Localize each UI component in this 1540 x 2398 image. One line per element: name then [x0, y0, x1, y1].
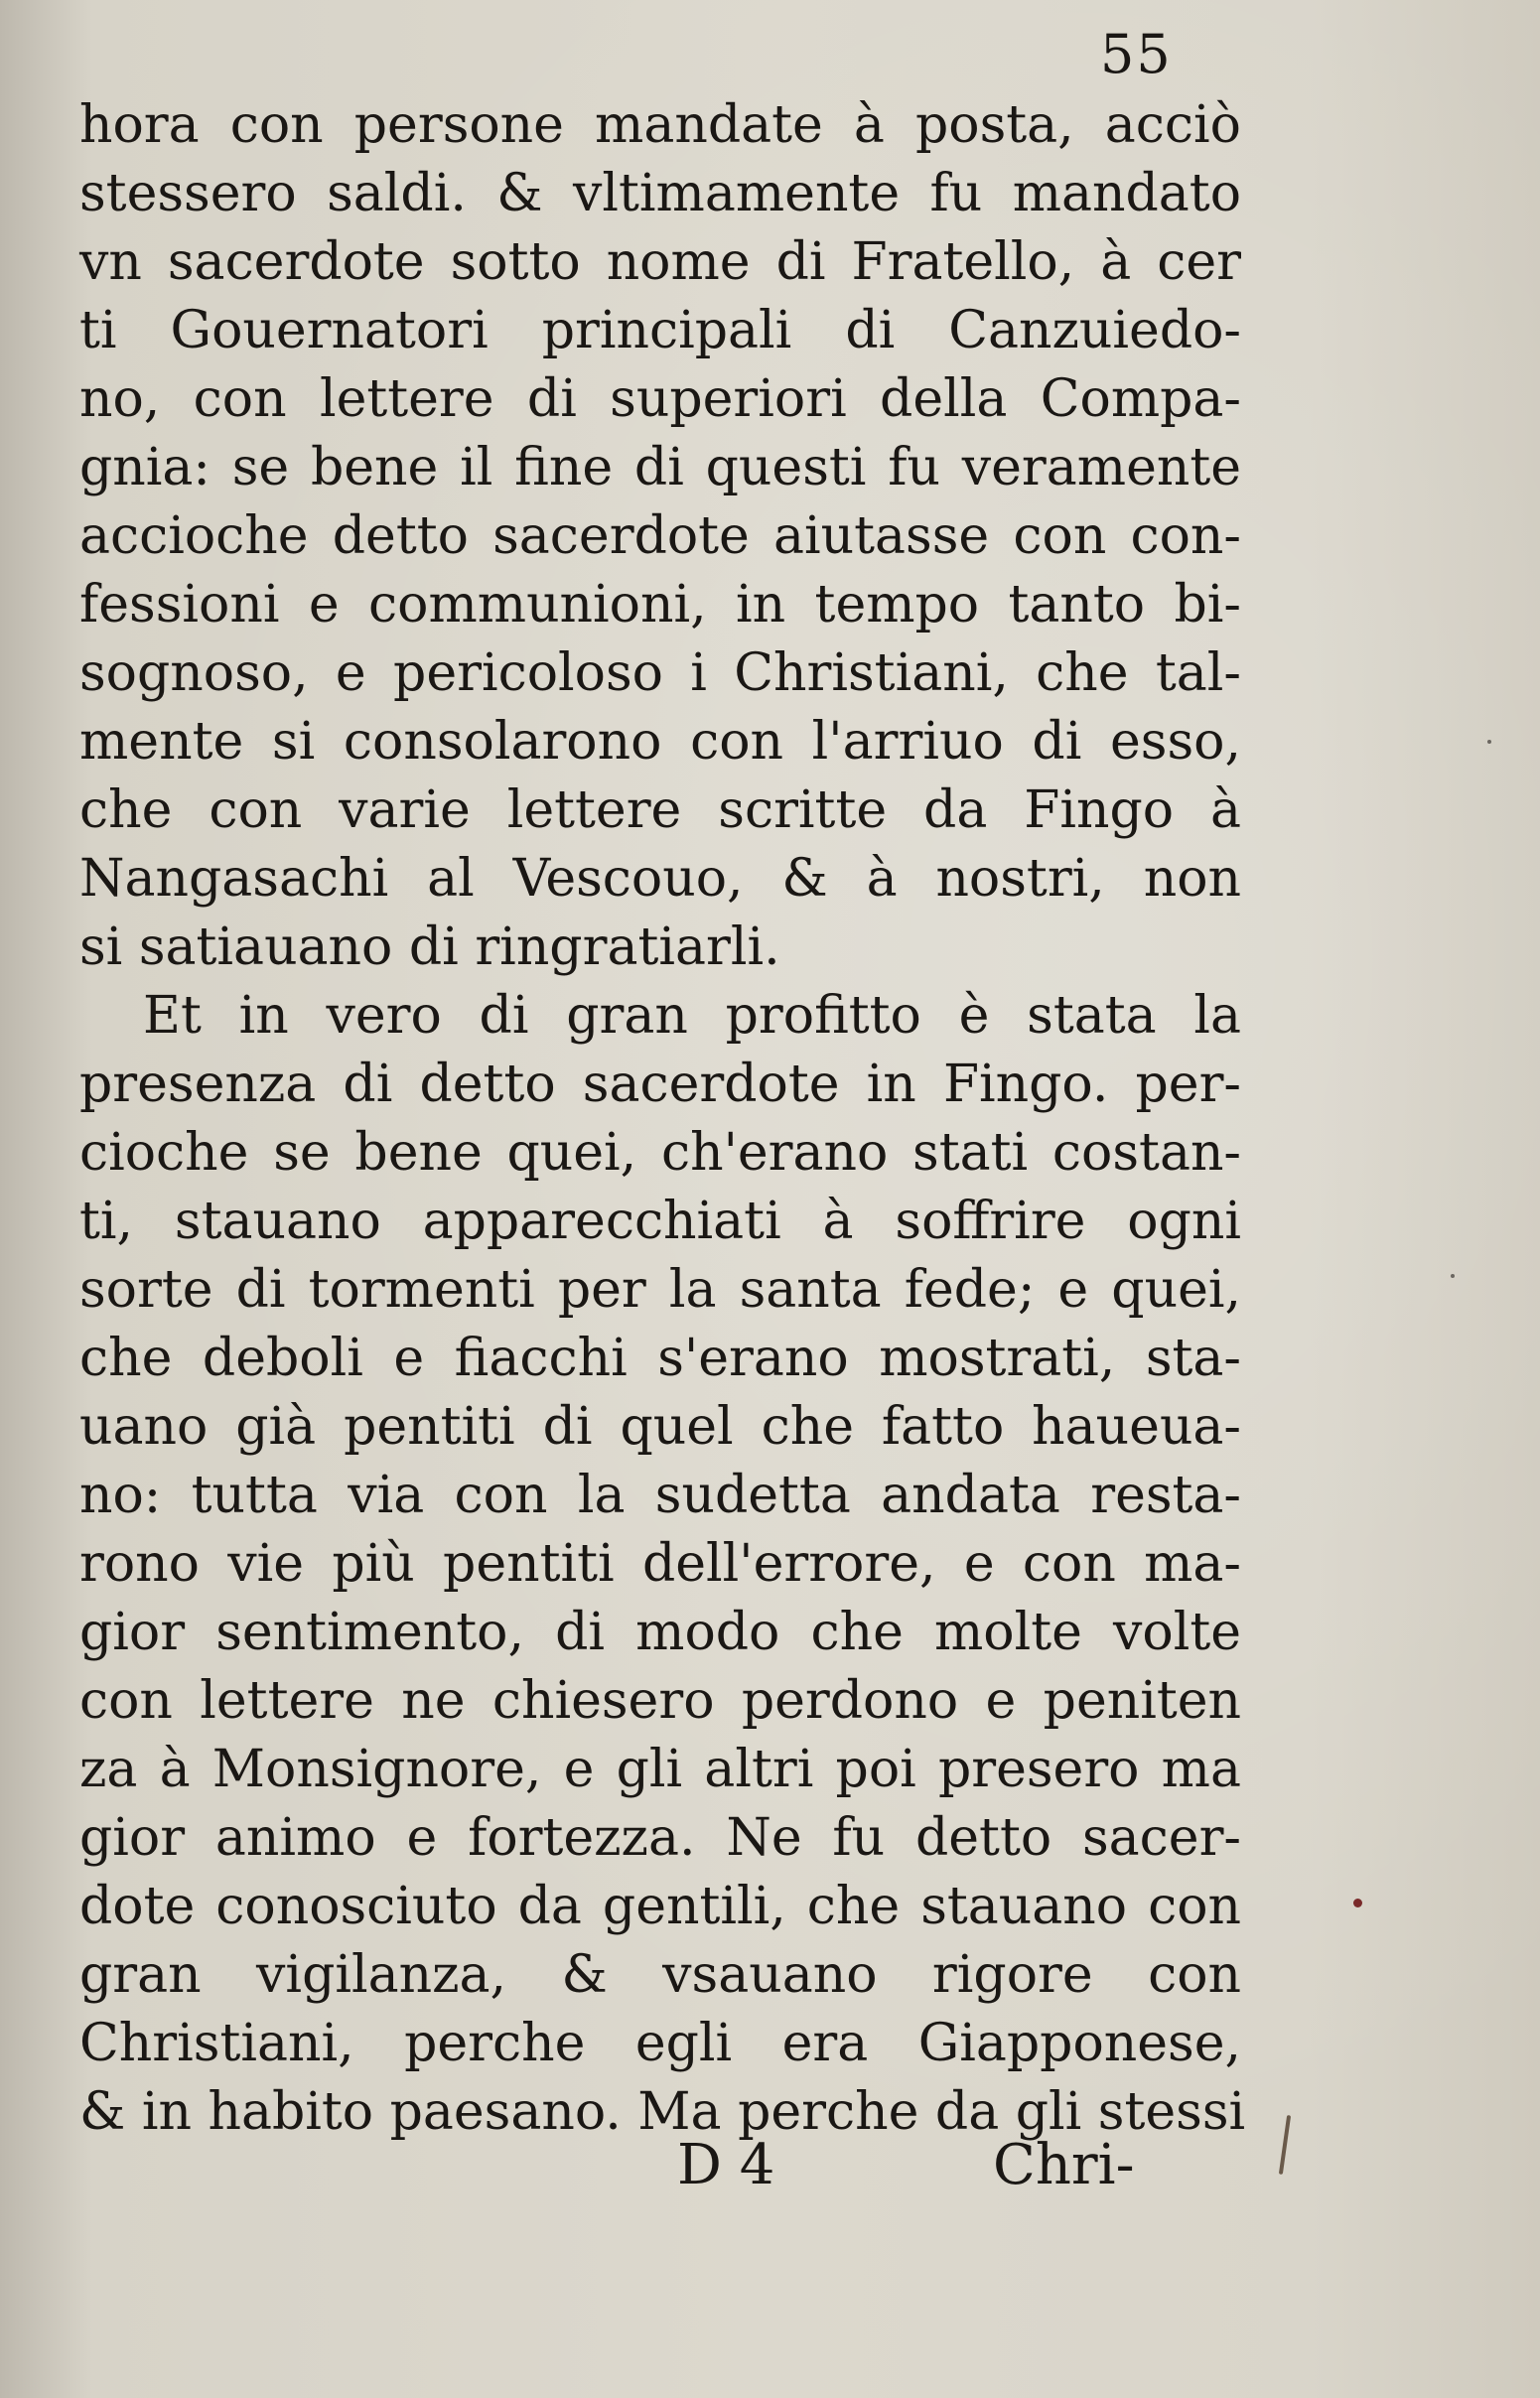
- text-line: si satiauano di ringratiarli.: [79, 917, 780, 977]
- text-line: gran vigilanza, & vsauano rigore con: [79, 1945, 1241, 2005]
- text-line: Et in vero di gran profitto è stata la: [143, 986, 1241, 1046]
- text-line: Christiani, perche egli era Giapponese,: [79, 2014, 1241, 2073]
- text-line: no, con lettere di superiori della Compa-: [79, 369, 1241, 429]
- text-line: za à Monsignore, e gli altri poi presero ma: [79, 1740, 1241, 1799]
- text-line: no: tutta via con la sudetta andata resta-: [79, 1466, 1241, 1525]
- text-line: dote conosciuto da gentili, che stauano con: [79, 1877, 1241, 1936]
- text-line: gnia: se bene il fine di questi fu veramente: [79, 438, 1241, 497]
- catchword: Chri-: [993, 2133, 1135, 2197]
- text-line: sorte di tormenti per la santa fede; e quei,: [79, 1260, 1241, 1320]
- text-line: rono vie più pentiti dell'errore, e con ma-: [79, 1534, 1241, 1594]
- text-line: mente si consolarono con l'arriuo di esso,: [79, 712, 1241, 772]
- ink-speck: [1353, 1899, 1362, 1907]
- text-line: hora con persone mandate à posta, acciò: [79, 95, 1241, 155]
- text-line: con lettere ne chiesero perdono e peniten: [79, 1671, 1241, 1731]
- text-line: che deboli e fiacchi s'erano mostrati, sta-: [79, 1329, 1241, 1388]
- paper-speck: [1451, 1274, 1455, 1278]
- page-footer: [0, 2133, 1540, 2212]
- text-line: gior animo e fortezza. Ne fu detto sacer-: [79, 1808, 1241, 1868]
- text-line: gior sentimento, di modo che molte volte: [79, 1603, 1241, 1662]
- body-text: [79, 91, 1246, 2147]
- text-line: stessero saldi. & vltimamente fu mandato: [79, 164, 1241, 223]
- text-line: sognoso, e pericoloso i Christiani, che tal-: [79, 643, 1241, 703]
- text-line: presenza di detto sacerdote in Fingo. per-: [79, 1055, 1241, 1114]
- text-line: che con varie lettere scritte da Fingo à: [79, 780, 1241, 840]
- paper-speck: [1487, 740, 1491, 744]
- text-line: ti Gouernatori principali di Canzuiedo-: [79, 301, 1241, 360]
- text-line: accioche detto sacerdote aiutasse con con-: [79, 506, 1241, 566]
- text-line: cioche se bene quei, ch'erano stati costan-: [79, 1123, 1241, 1183]
- text-line: vn sacerdote sotto nome di Fratello, à cer: [79, 232, 1241, 292]
- text-line: Nangasachi al Vescouo, & à nostri, non: [79, 849, 1241, 909]
- text-line: uano già pentiti di quel che fatto haueua-: [79, 1397, 1241, 1457]
- text-line: & in habito paesano. Ma perche da gli stessi: [79, 2082, 1246, 2142]
- page-number: 55: [1100, 23, 1173, 85]
- text-line: ti, stauano apparecchiati à soffrire ogni: [79, 1192, 1241, 1251]
- signature-mark: D 4: [677, 2133, 775, 2197]
- text-line: fessioni e communioni, in tempo tanto bi-: [79, 575, 1241, 635]
